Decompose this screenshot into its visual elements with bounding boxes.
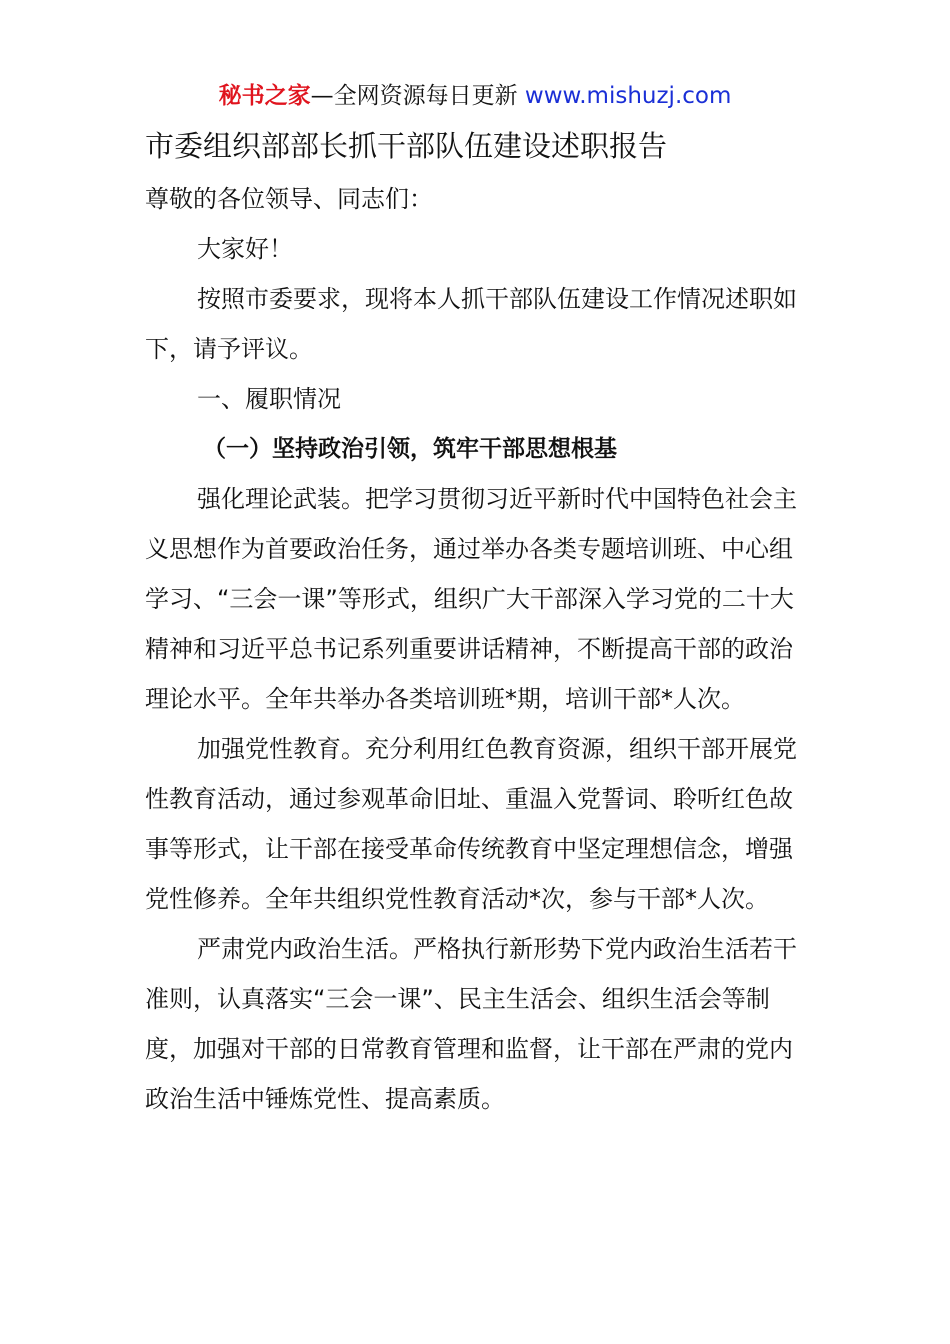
salutation: 尊敬的各位领导、同志们：	[145, 185, 433, 213]
greeting: 大家好！	[197, 235, 293, 263]
site-url-link[interactable]: www.mishuzj.com	[524, 83, 732, 109]
intro-paragraph: 按照市委要求，现将本人抓干部队伍建设工作情况述职如下，请予评议。	[145, 285, 797, 363]
section-heading: 一、履职情况	[197, 385, 341, 413]
site-brand: 秘书之家	[218, 83, 311, 109]
document-title: 市委组织部部长抓干部队伍建设述职报告	[145, 129, 668, 163]
site-tagline: —全网资源每日更新	[310, 83, 525, 109]
site-header	[0, 80, 950, 112]
subsection-heading: （一）坚持政治引领，筑牢干部思想根基	[203, 436, 617, 462]
body-paragraph-1: 强化理论武装。把学习贯彻习近平新时代中国特色社会主义思想作为首要政治任务，通过举办各类专题培训班、中心组学习、“三会一课”等形式，组织广大干部深入学习党的二十大精神和习近平总书记系列重要讲话精神，不断提高干部的政治理论水平。全年共举办各类培训班*期，培训干部*人次。	[145, 485, 797, 713]
body-paragraph-3: 严肃党内政治生活。严格执行新形势下党内政治生活若干准则，认真落实“三会一课”、民主生活会、组织生活会等制度，加强对干部的日常教育管理和监督，让干部在严肃的党内政治生活中锤炼党性、提高素质。	[145, 935, 797, 1113]
body-paragraph-2: 加强党性教育。充分利用红色教育资源，组织干部开展党性教育活动，通过参观革命旧址、重温入党誓词、聆听红色故事等形式，让干部在接受革命传统教育中坚定理想信念，增强党性修养。全年共组织党性教育活动*次，参与干部*人次。	[145, 735, 797, 913]
document-body	[145, 174, 810, 1124]
